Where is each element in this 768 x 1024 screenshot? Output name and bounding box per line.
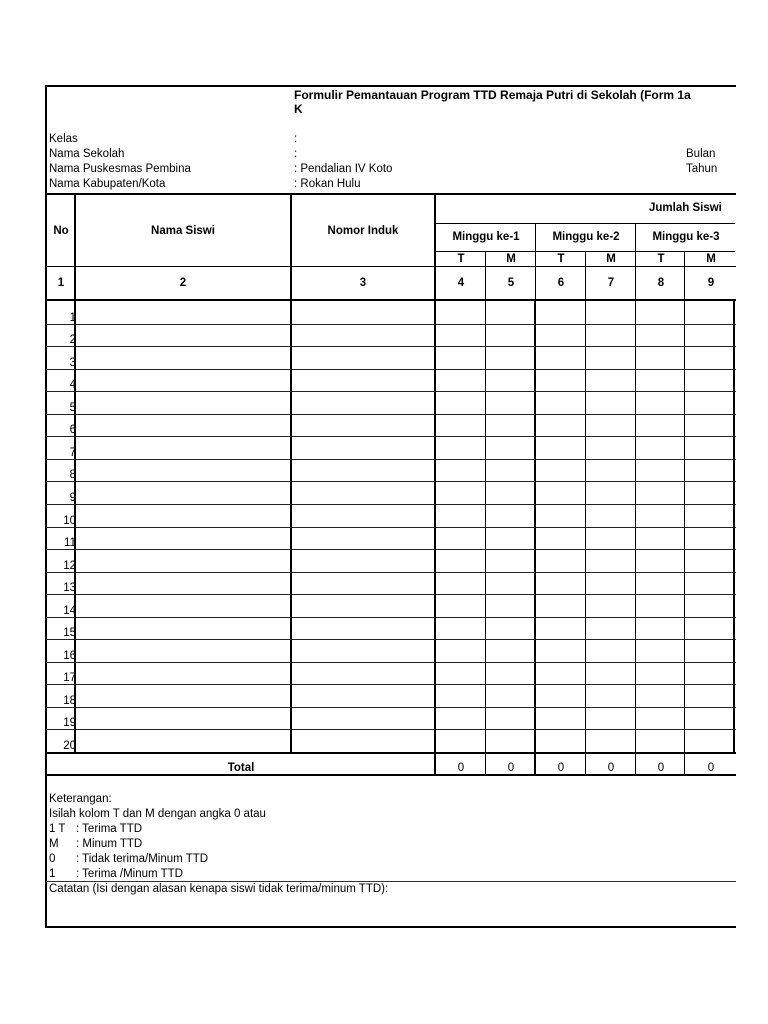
field-kelas-value: :: [294, 133, 298, 145]
col-number-9: 9: [707, 277, 715, 289]
field-sekolah-value: :: [294, 148, 298, 160]
table-row: [76, 436, 734, 459]
total-t-3: 0: [657, 762, 665, 774]
row-number: 2: [69, 334, 76, 347]
row-number: 4: [69, 379, 76, 392]
header-nomor-induk: Nomor Induk: [327, 225, 399, 237]
form-title-continued: K: [294, 102, 303, 116]
table-row: [76, 572, 734, 595]
table-row: [76, 459, 734, 482]
header-week-3: Minggu ke-3: [652, 231, 720, 243]
sub-m-3: M: [706, 253, 716, 265]
header-week-2: Minggu ke-2: [552, 231, 620, 243]
table-row: [76, 684, 734, 707]
field-kabupaten-value: : Rokan Hulu: [294, 178, 361, 190]
total-m-1: 0: [507, 762, 515, 774]
header-line-weeks: [435, 223, 735, 224]
label-tahun: Tahun: [686, 163, 718, 175]
table-row: [76, 617, 734, 640]
row-number: 3: [69, 356, 76, 369]
table-row: [76, 527, 734, 550]
col-number-4: 4: [457, 277, 465, 289]
sub-t-1: T: [457, 253, 465, 265]
row-number: 7: [69, 446, 76, 459]
note-code-3: 0: [49, 853, 56, 865]
total-m-3: 0: [707, 762, 715, 774]
table-row: [76, 346, 734, 369]
field-kabupaten-label: Nama Kabupaten/Kota: [49, 178, 166, 190]
col-number-7: 7: [607, 277, 615, 289]
table-row: [76, 662, 734, 685]
col-number-2: 2: [179, 277, 187, 289]
label-bulan: Bulan: [686, 148, 716, 160]
note-desc-3: : Tidak terima/Minum TTD: [76, 853, 209, 865]
col-number-3: 3: [359, 277, 367, 289]
row-number: 11: [64, 537, 76, 550]
header-line-numbers: [46, 266, 736, 267]
row-number: 9: [69, 491, 76, 504]
row-number: 6: [69, 424, 76, 437]
row-number: 17: [63, 672, 76, 685]
note-desc-4: : Terima /Minum TTD: [76, 868, 183, 880]
row-number: 20: [63, 740, 76, 752]
col-number-8: 8: [657, 277, 665, 289]
sub-t-2: T: [557, 253, 565, 265]
row-number: 18: [63, 694, 76, 707]
table-row: [76, 324, 734, 347]
note-desc-1: : Terima TTD: [76, 823, 143, 835]
table-row: [76, 639, 734, 662]
notes-heading: Keterangan:: [49, 793, 112, 805]
row-number: 5: [69, 401, 76, 414]
total-t-2: 0: [557, 762, 565, 774]
sub-m-1: M: [506, 253, 516, 265]
table-row: [76, 729, 734, 752]
table-row: [76, 481, 734, 504]
form-title: Formulir Pemantauan Program TTD Remaja Putri di Sekolah (Form 1a: [294, 88, 691, 102]
table-body-bottom: [46, 752, 736, 754]
catatan-text: Catatan (Isi dengan alasan kenapa siswi tidak terima/minum TTD):: [49, 883, 389, 895]
total-label: Total: [227, 762, 255, 774]
row-number: 19: [63, 717, 76, 730]
row-number: 14: [63, 604, 76, 617]
sub-m-2: M: [606, 253, 616, 265]
field-puskesmas-label: Nama Puskesmas Pembina: [49, 163, 191, 175]
frame-top: [46, 85, 736, 87]
total-t-1: 0: [457, 762, 465, 774]
row-number: 8: [69, 469, 76, 482]
field-puskesmas-value: : Pendalian IV Koto: [294, 163, 393, 175]
frame-left: [45, 85, 47, 928]
table-row: [76, 504, 734, 527]
note-code-2: M: [49, 838, 59, 850]
row-number: 13: [63, 582, 76, 595]
row-number: 15: [63, 627, 76, 640]
frame-bottom: [46, 926, 736, 928]
table-row: [76, 594, 734, 617]
field-sekolah-label: Nama Sekolah: [49, 148, 125, 160]
header-jumlah-siswi: Jumlah Siswi: [649, 202, 722, 214]
table-row: [76, 391, 734, 414]
row-number: 10: [63, 514, 76, 527]
col-number-5: 5: [507, 277, 515, 289]
notes-instruction: Isilah kolom T dan M dengan angka 0 atau: [49, 808, 266, 820]
note-code-1: 1 T: [49, 823, 66, 835]
row-number: 1: [69, 311, 76, 324]
sub-t-3: T: [657, 253, 665, 265]
row-number: 16: [63, 649, 76, 662]
header-week-1: Minggu ke-1: [452, 231, 520, 243]
note-desc-2: : Minum TTD: [76, 838, 143, 850]
table-top-border: [46, 193, 736, 195]
table-row: [76, 301, 734, 324]
table-row: [76, 707, 734, 730]
note-code-4: 1: [49, 868, 56, 880]
table-row: [76, 369, 734, 392]
table-row: [76, 414, 734, 437]
header-no: No: [53, 225, 69, 237]
row-number: 12: [63, 559, 76, 572]
field-kelas-label: Kelas: [49, 133, 78, 145]
header-nama-siswi: Nama Siswi: [151, 225, 215, 237]
col-number-6: 6: [557, 277, 565, 289]
table-row: [76, 549, 734, 572]
col-number-1: 1: [57, 277, 65, 289]
total-m-2: 0: [607, 762, 615, 774]
